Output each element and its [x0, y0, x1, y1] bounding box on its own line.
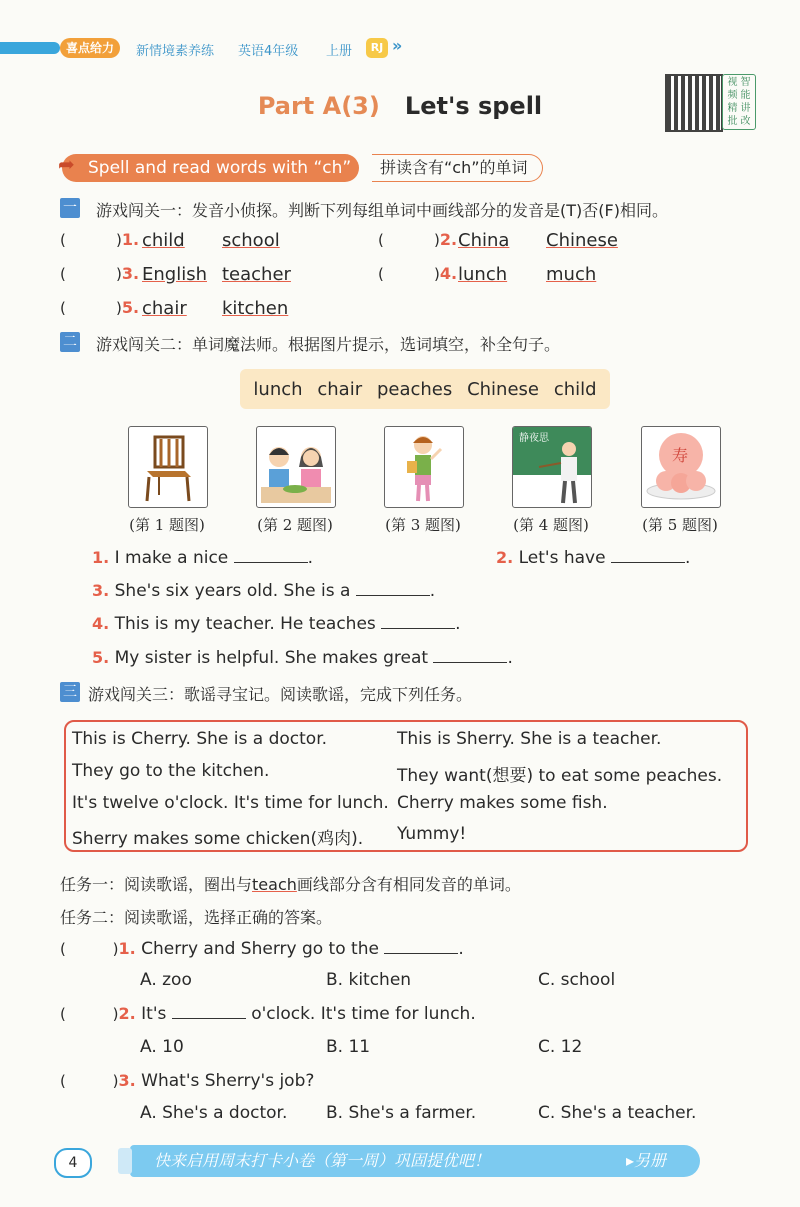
option[interactable]: B. She's a farmer. [326, 1103, 477, 1123]
answer-blank[interactable] [433, 648, 507, 663]
word-bank [240, 369, 610, 409]
q5-row: ( )5. [60, 298, 140, 317]
section2-title: 游戏闯关二：单词魔法师。根据图片提示，选词填空，补全句子。 [96, 335, 561, 354]
picture-caption: (第 1 题图) [129, 516, 205, 534]
picture-teacher [512, 426, 592, 508]
arrow-icon: ➦ [58, 152, 75, 176]
spell-banner: Spell and read words with “ch” [62, 154, 359, 182]
section3-title: 游戏闯关三：歌谣寻宝记。阅读歌谣，完成下列任务。 [88, 685, 473, 704]
footer-banner [130, 1145, 700, 1177]
section2-icon: 二 [60, 332, 80, 352]
word: English [142, 264, 207, 285]
section1-title: 游戏闯关一：发音小侦探。判断下列每组单词中画线部分的发音是(T)否(F)相同。 [96, 201, 668, 220]
picture-text: 静夜思 [519, 433, 549, 444]
picture-text: 寿 [672, 446, 689, 465]
chant-line: This is Sherry. She is a teacher. [397, 729, 662, 749]
word: China [458, 230, 510, 251]
part-label: Part A(3) [257, 92, 380, 120]
word: kitchen [222, 298, 289, 319]
mc-question-2: ( )2. It's o'clock. It's time for lunch. [60, 1004, 476, 1024]
footer-tag: ▸另册 [625, 1151, 666, 1170]
option[interactable]: A. She's a doctor. [140, 1103, 288, 1123]
word: school [222, 230, 280, 251]
word-bank-item: child [553, 378, 597, 400]
word-bank-item: lunch [253, 378, 303, 400]
option[interactable]: A. 10 [140, 1037, 184, 1057]
qr-label: 视频智能精批讲改 [722, 74, 756, 130]
word-bank-item: Chinese [467, 378, 539, 400]
picture-peaches [641, 426, 721, 508]
chant-line: They want(想要) to eat some peaches. [397, 766, 723, 786]
option[interactable]: C. school [538, 970, 616, 990]
sentence-5: 5. My sister is helpful. She makes great . [92, 648, 513, 668]
word: much [546, 264, 597, 285]
task-2: 任务二：阅读歌谣，选择正确的答案。 [60, 908, 333, 927]
picture-caption: (第 2 题图) [257, 516, 333, 534]
sentence-4: 4. This is my teacher. He teaches . [92, 614, 461, 634]
chant-line: They go to the kitchen. [72, 761, 270, 781]
q1-row: ( )1. [60, 230, 140, 249]
spell-banner-cn: 拼读含有“ch”的单词 [372, 154, 543, 182]
sentence-1: 1. I make a nice . [92, 548, 314, 568]
picture-caption: (第 4 题图) [513, 516, 589, 534]
picture-chair [128, 426, 208, 508]
word: chair [142, 298, 187, 319]
sentence-3: 3. She's six years old. She is a . [92, 581, 436, 601]
footer-text: 快来启用周末打卡小卷（第一周）巩固提优吧！ [154, 1151, 491, 1170]
section3-icon: 三 [60, 682, 80, 702]
answer-blank[interactable] [611, 548, 685, 563]
chant-line: This is Cherry. She is a doctor. [72, 729, 328, 749]
picture-girl [384, 426, 464, 508]
series-badge: 喜点给力 [60, 38, 120, 58]
answer-blank[interactable] [172, 1004, 246, 1019]
q4-row: ( )4. [378, 264, 458, 283]
chevron-right-icon: » [392, 36, 403, 55]
answer-blank[interactable] [381, 614, 455, 629]
answer-blank[interactable] [234, 548, 308, 563]
subject-label: 英语4年级 [238, 44, 299, 59]
option[interactable]: C. 12 [538, 1037, 583, 1057]
header-stripe [0, 42, 60, 54]
chant-line: Yummy! [397, 824, 467, 844]
word-bank-item: peaches [376, 378, 453, 400]
sentence-2: 2. Let's have . [496, 548, 691, 568]
option[interactable]: B. kitchen [326, 970, 412, 990]
chant-line: It's twelve o'clock. It's time for lunch. [72, 793, 389, 813]
lesson-name: Let's spell [404, 92, 543, 120]
option[interactable]: B. 11 [326, 1037, 371, 1057]
mc-question-1: ( )1. Cherry and Sherry go to the . [60, 939, 464, 959]
footer-decoration [118, 1148, 132, 1174]
mc-question-3: ( )3. What's Sherry's job? [60, 1071, 315, 1091]
chant-line: Sherry makes some chicken(鸡肉). [72, 829, 364, 849]
answer-blank[interactable] [384, 939, 458, 954]
q2-row: ( )2. [378, 230, 458, 249]
section1-icon: 一 [60, 198, 80, 218]
option[interactable]: A. zoo [140, 970, 192, 990]
q3-row: ( )3. [60, 264, 140, 283]
volume-label: 上册 [326, 44, 353, 59]
picture-caption: (第 3 题图) [385, 516, 461, 534]
chant-line: Cherry makes some fish. [397, 793, 608, 813]
word: lunch [458, 264, 508, 285]
picture-caption: (第 5 题图) [642, 516, 718, 534]
edition-badge: RJ [366, 38, 388, 58]
page-number: 4 [54, 1148, 92, 1178]
task-1: 任务一：阅读歌谣，圈出与teach画线部分含有相同发音的单词。 [60, 875, 521, 894]
answer-blank[interactable] [356, 581, 430, 596]
word: teacher [222, 264, 291, 285]
word: child [142, 230, 185, 251]
series-name: 新情境素养练 [136, 44, 215, 59]
word-bank-item: chair [317, 378, 363, 400]
picture-children-lunch [256, 426, 336, 508]
qr-code-icon[interactable] [665, 74, 723, 132]
word: Chinese [546, 230, 618, 251]
option[interactable]: C. She's a teacher. [538, 1103, 697, 1123]
